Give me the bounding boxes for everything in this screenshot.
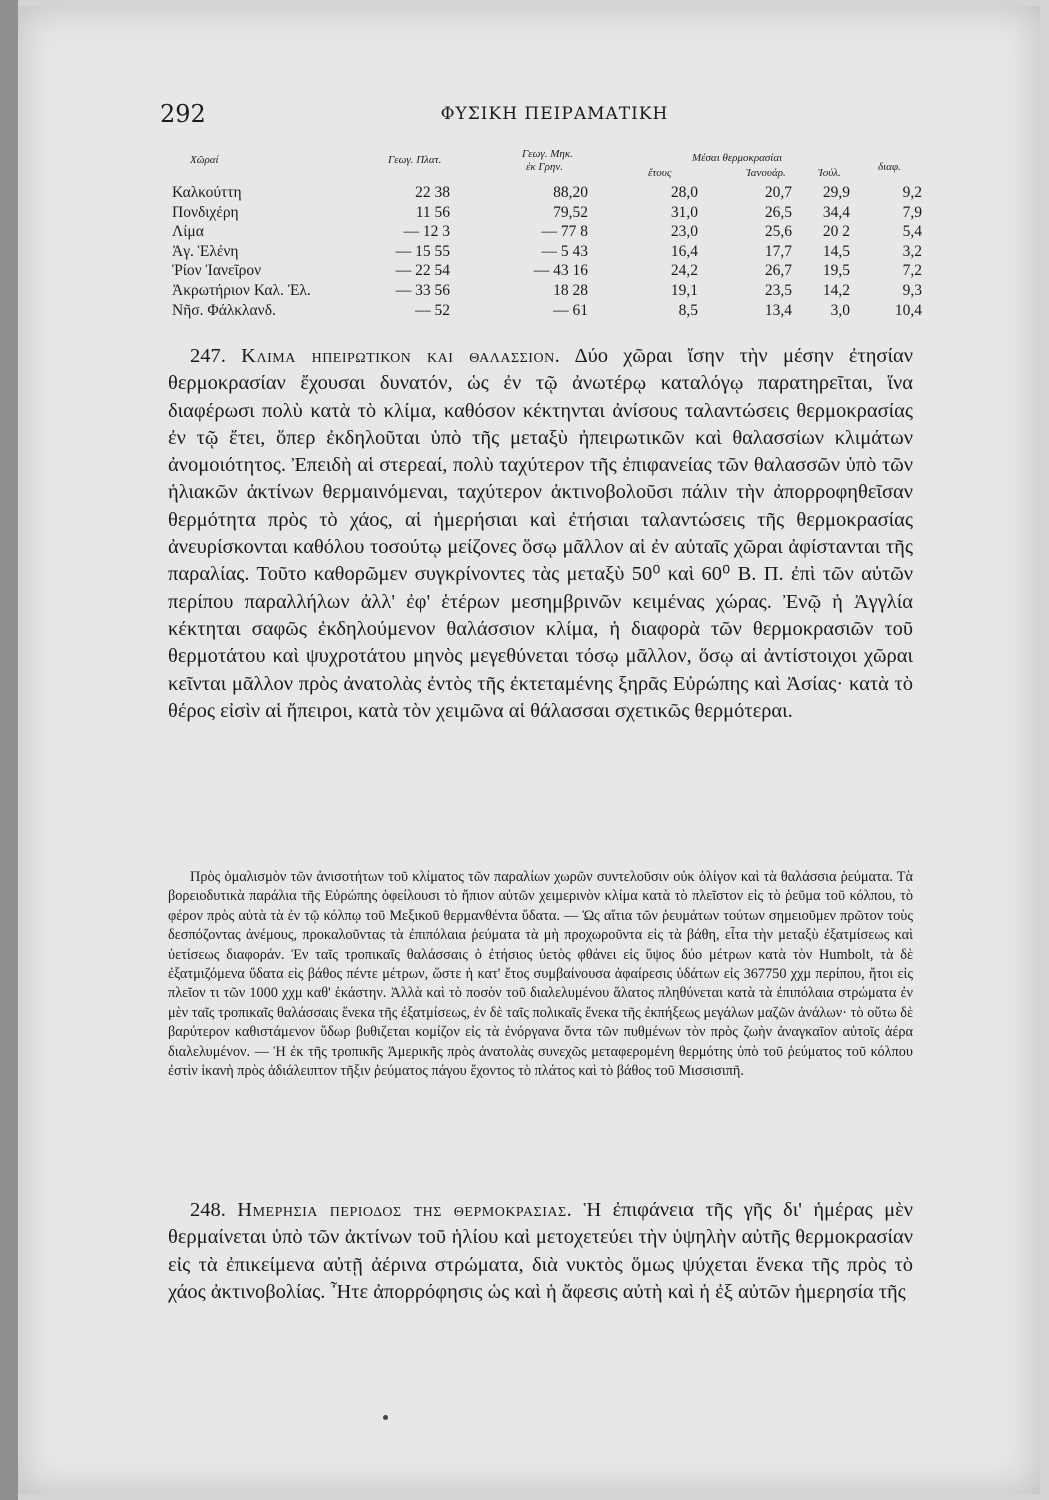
cell-lon: — 61: [553, 301, 588, 319]
table-row: [170, 243, 930, 263]
running-head: ΦΥΣΙΚΗ ΠΕΙΡΑΜΑΤΙΚΗ: [440, 104, 669, 124]
header-lon-b: ἐκ Γρην.: [526, 161, 563, 173]
cell-lon: 18 28: [553, 282, 588, 299]
cell-diff: 3,2: [902, 242, 922, 260]
table-row: [170, 282, 930, 302]
cell-jan: 26,5: [764, 203, 792, 221]
cell-year: 19,1: [670, 282, 698, 299]
cell-lat: — 33 56: [395, 282, 450, 299]
cell-place: Πονδιχέρη: [172, 203, 239, 221]
table-row: [170, 262, 930, 282]
cell-lon: — 5 43: [541, 242, 588, 260]
table-row: [170, 223, 930, 243]
cell-jul: 29,9: [822, 184, 850, 201]
cell-jan: 23,5: [764, 282, 792, 299]
cell-place: Λίμα: [172, 223, 204, 241]
header-lat: Γεωγ. Πλατ.: [388, 154, 442, 166]
cell-jan: 20,7: [764, 184, 792, 201]
cell-lat: 22 38: [415, 184, 450, 201]
cell-place: Νῆσ. Φάλκλανδ.: [172, 301, 276, 319]
cell-jan: 25,6: [764, 223, 792, 241]
cell-jul: 19,5: [822, 262, 850, 280]
cell-diff: 5,4: [902, 223, 922, 241]
cell-lon: — 77 8: [541, 223, 588, 241]
cell-diff: 7,2: [902, 262, 922, 280]
cell-diff: 10,4: [894, 301, 922, 319]
cell-lon: 79,52: [553, 203, 588, 221]
table-row: [170, 302, 930, 322]
cell-jan: 17,7: [764, 242, 792, 260]
cell-diff: 7,9: [902, 203, 922, 221]
header-year: ἔτους: [648, 167, 672, 179]
header-lon-a: Γεωγ. Μηκ.: [522, 148, 573, 160]
cell-jan: 13,4: [764, 301, 792, 319]
cell-year: 8,5: [678, 301, 698, 319]
section-247: [168, 343, 913, 725]
page-edge-shadow: [0, 0, 18, 1500]
cell-jan: 26,7: [764, 262, 792, 280]
cell-lon: — 43 16: [533, 262, 588, 280]
cell-lat: — 22 54: [395, 262, 450, 280]
cell-year: 28,0: [670, 184, 698, 201]
ink-spot: [383, 1415, 388, 1420]
cell-lat: — 12 3: [403, 223, 450, 241]
table-row: [170, 204, 930, 224]
cell-jul: 14,2: [822, 282, 850, 299]
cell-year: 31,0: [670, 203, 698, 221]
header-place: Χῶραί: [190, 154, 219, 166]
page-number: 292: [160, 100, 206, 128]
cell-place: Ἀκρωτήριον Καλ. Ἐλ.: [172, 282, 311, 299]
cell-jul: 34,4: [822, 203, 850, 221]
cell-year: 23,0: [670, 223, 698, 241]
cell-place: Ἁγ. Ἑλένη: [172, 242, 239, 260]
cell-place: Ῥίον Ἰανεῖρον: [172, 262, 262, 280]
cell-diff: 9,3: [902, 282, 922, 299]
section-248: [168, 1197, 913, 1306]
header-mean-temps: Μέσαι θερμοκρασίαι: [692, 152, 783, 164]
cell-place: Καλκούττη: [172, 184, 242, 201]
cell-jul: 3,0: [830, 301, 850, 319]
cell-year: 16,4: [670, 242, 698, 260]
table-row: [170, 184, 930, 204]
cell-lat: — 52: [415, 301, 450, 319]
section-number: 248.: [190, 1199, 226, 1221]
section-body: Δύο χῶραι ἴσην τὴν μέσην ἐτησίαν θερμοκρασίαν ἔχουσαι δυνατόν, ὡς ἐν τῷ ἀνωτέρῳ καταλόγῳ παρατηρεῖται, ἵνα διαφέρωσι πολὺ κατὰ τὸ κλίμα, καθόσον κέκτηνται ἀνίσους ταλαντώσεις θερμοκρασίας ἐν τῷ ἔτει, ὅπερ ἐκδηλοῦται ὑπὸ τῆς μεταξὺ ἠπειρωτικῶν καὶ θαλασσίων κλιμάτων ἀνομοιότητος. Ἐπειδὴ αἱ στερεαί, πολὺ ταχύτερον τῆς ἐπιφανείας τῶν θαλασσῶν ὑπὸ τῶν ἡλιακῶν ἀκτίνων θερμαινόμεναι, ταχύτερον ἀκτινοβολοῦσι πάλιν τὴν ἀπορροφηθεῖσαν θερμότητα πρὸς τὸ χάος, αἱ ἡμερήσιαι καὶ ἐτήσιαι ταλαντώσεις τῆς θερμοκρασίας ἀνευρίσκονται καθόλου τοσούτῳ μείζονες ὅσῳ μᾶλλον αἱ ἐν αὐταῖς χῶραι ἀφίστανται τῆς παραλίας. Τοῦτο καθορῶμεν συγκρίνοντες τὰς μεταξὺ 50⁰ καὶ 60⁰ Β. Π. ἐπὶ τῶν αὐτῶν περίπου παραλλήλων ἀλλ' ἐφ' ἑτέρων μεσημβρινῶν κειμένας χώρας. Ἐνῷ ἡ Ἀγγλία κέκτηται σαφῶς ἐκδηλούμενον θαλάσσιον κλίμα, ἡ διαφορὰ τῶν θερμοκρασιῶν τοῦ θερμοτάτου καὶ ψυχροτάτου μηνὸς μεγεθύνεται τόσῳ μᾶλλον, ὅσῳ αἱ ἀντίστοιχοι χῶραι κεῖνται μᾶλλον πρὸς ἀνατολὰς ἐντὸς τῆς ἐκτεταμένης ξηρᾶς Εὐρώπης καὶ Ἀσίας· κατὰ τὸ θέρος εἰσὶν αἱ ἤπειροι, κατὰ τὸν χειμῶνα αἱ θάλασσαι σχετικῶς θερμότεραι.: [168, 345, 913, 722]
header-jul: Ἰούλ.: [818, 167, 841, 179]
cell-lon: 88,20: [553, 184, 588, 201]
cell-diff: 9,2: [902, 184, 922, 201]
cell-jul: 20 2: [822, 223, 850, 241]
section-title: Ημερησια περιοδος της θερμοκρασιας.: [237, 1199, 573, 1221]
section-title: Κλιμα ηπειρωτικον και θαλασσιον.: [241, 345, 561, 367]
cell-lat: 11 56: [415, 203, 450, 221]
note-text: Πρὸς ὁμαλισμὸν τῶν ἀνισοτήτων τοῦ κλίματος τῶν παραλίων χωρῶν συντελοῦσιν οὐκ ὀλίγον καὶ τὰ θαλάσσια ῥεύματα. Τὰ βορειοδυτικὰ παράλια τῆς Εὐρώπης ὀφείλουσι τὸ ἤπιον αὐτῶν χειμερινὸν κλίμα κατὰ τὸ πλεῖστον εἰς τὸ ῥεῦμα τοῦ κόλπου, τὸ φέρον πρὸς αὐτὰ τὰ ἐν τῷ κόλπῳ τοῦ Μεξικοῦ θερμανθέντα ὕδατα. — Ὡς αἴτια τῶν ῥευμάτων τούτων σημειοῦμεν πρῶτον τοὺς δεσπόζοντας ἀνέμους, προκαλοῦντας τὰ ἐπιπόλαια ῥεύματα τὰ μὴ προχωροῦντα εἰς τὰ βάθη, εἶτα τὴν μεταξὺ ἐξατμίσεως καὶ ὑετίσεως διαφοράν. Ἐν ταῖς τροπικαῖς θαλάσσαις ὁ ἐτήσιος ὑετὸς φθάνει εἰς ὕψος δύο μέτρων κατὰ τὸν Humbolt, τὰ δὲ ἐξατμιζόμενα ὕδατα εἰς βάθος πέντε μέτρων, ὥστε ἡ κατ' ἔτος συμβαίνουσα ἀφαίρεσις ὑδάτων εἰς 367750 χχμ περίπου, ἤτοι εἰς πλεῖον τι τῶν 1000 χχμ καθ' ἑκάστην. Ἀλλὰ καὶ τὸ ποσὸν τοῦ διαλελυμένου ἅλατος πληθύνεται κατὰ τὰ ἐπιπόλαια στρώματα ἐν μὲν ταῖς τροπικαῖς θαλάσσαις ἕνεκα τῆς ἐξατμίσεως, ἐν δὲ ταῖς πολικαῖς ἕνεκα τῆς ἐκπήξεως μεγάλων μαζῶν ἀνάλων· τὸ οὕτω δὲ βαρύτερον καθιστάμενον ὕδωρ βυθιζεται κομίζον εἰς τὰ ἐνόργανα ὄντα τῶν πυθμένων τὸν πρὸς ζωὴν ἀναγκαῖον αὐτοῖς ἀέρα διαλελυμένον. — Ἡ ἐκ τῆς τροπικῆς Ἀμερικῆς πρὸς ἀνατολὰς συνεχῶς μεταφερομένη θερμότης ὑπὸ τοῦ ῥεύματος τοῦ κόλπου ἐστὶν ἱκανὴ πρὸς ἀδιάλειπτον τῆξιν ῥεύματος πάγου ἔχοντος τὸ πλάτος καὶ τὸ βάθος τοῦ Μισσισιπῆ.: [168, 869, 913, 1080]
cell-year: 24,2: [670, 262, 698, 280]
cell-jul: 14,5: [822, 242, 850, 260]
header-jan: Ἰανουάρ.: [746, 167, 786, 179]
header-diff: διαφ.: [878, 161, 901, 173]
section-body: Ἡ ἐπιφάνεια τῆς γῆς δι' ἡμέρας μὲν θερμαίνεται ὑπὸ τῶν ἀκτίνων τοῦ ἡλίου καὶ μετοχετεύει τὴν ὑψηλὴν αὐτῆς θερμοκρασίαν εἰς τὰ ἐπικείμενα αὐτῇ ἀέρινα στρώματα, διὰ νυκτὸς ὅμως ψύχεται ἕνεκα τῆς πρὸς τὸ χάος ἀκτινοβολίας. Ἦτε ἀπορρόφησις ὡς καὶ ἡ ἄφεσις αὐτὴ καὶ ἡ ἐξ αὐτῶν ἡμερησία τῆς: [168, 1199, 913, 1303]
footnote-block: [168, 868, 913, 1081]
section-number: 247.: [190, 345, 226, 367]
cell-lat: — 15 55: [395, 242, 450, 260]
